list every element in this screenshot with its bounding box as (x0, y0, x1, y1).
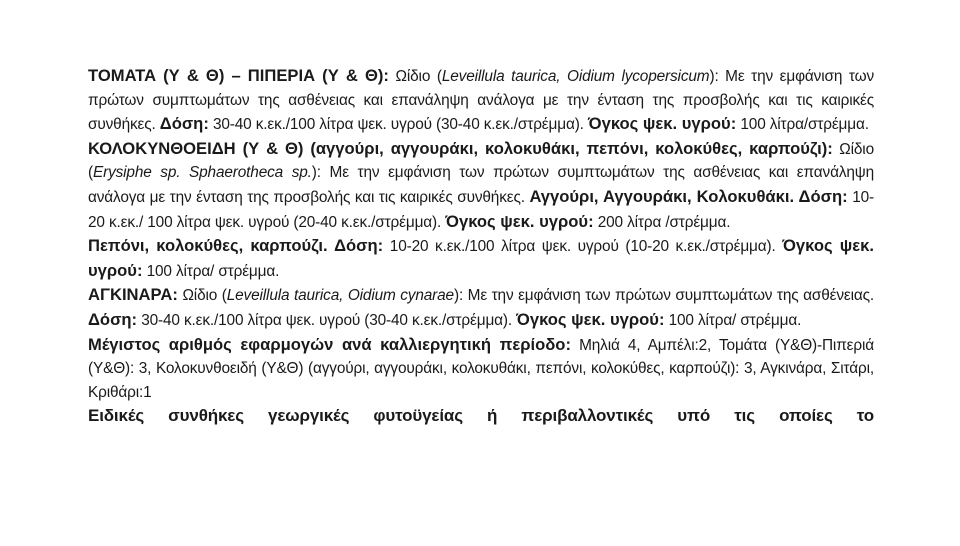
bold-run: Δόση: (159, 114, 209, 134)
text-run: 30-40 κ.εκ./100 λίτρα ψεκ. υγρού (30-40 κ.εκ./στρέμμα). (208, 116, 588, 134)
italic-run: Leveillula taurica, Oidium cynarae (226, 287, 454, 305)
bold-run: Όγκος ψεκ. υγρού: (516, 309, 665, 329)
bold-run: ΤΟΜΑΤΑ (Υ & Θ) – ΠΙΠΕΡΙΑ (Υ & Θ): (88, 66, 389, 85)
text-run: Ωίδιο ( (88, 140, 874, 182)
paragraph-max-applications (88, 333, 874, 405)
text-run: 100 λίτρα/στρέμμα. (736, 116, 869, 134)
text-run: Ωίδιο ( (388, 68, 442, 85)
bold-run: Δόση: (88, 309, 138, 329)
paragraph-tomato-pepper (88, 64, 874, 137)
text-run: ): Με την εμφάνιση των πρώτων συμπτωμάτων της ασθένειας και επανάληψη ανάλογα με την ένταση της προσβολής και τις καιρικές συνθήκες. (88, 164, 875, 206)
text-run: Μηλιά 4, Αμπέλι:2, Τομάτα (Υ&Θ)-Πιπεριά (Υ&Θ): 3, Κολοκυνθοειδή (Υ&Θ) (αγγούρι, αγγουράκι, κολοκυθάκι, πεπόνι, κολοκύθες, καρπούζι): 3, Αγκινάρα, Σιτάρι, Κριθάρι:1 (88, 336, 875, 401)
paragraph-list (88, 64, 874, 404)
paragraph-artichoke (88, 283, 874, 332)
text-run: Ωίδιο ( (177, 287, 227, 305)
bold-run: ΑΓΚΙΝΑΡΑ: (88, 285, 178, 305)
paragraph-cucurbits (88, 137, 874, 234)
text-run: 200 λίτρα /στρέμμα. (593, 213, 731, 231)
text-run: 10-20 κ.εκ./100 λίτρα ψεκ. υγρού (10-20 κ.εκ./στρέμμα). (383, 238, 783, 256)
final-heading-line: Ειδικές συνθήκες γεωργικές φυτοϋγείας ή περιβαλλοντικές υπό τις οποίες το (88, 406, 874, 426)
text-run: 100 λίτρα/ στρέμμα. (142, 262, 280, 280)
text-run: 30-40 κ.εκ./100 λίτρα ψεκ. υγρού (30-40 κ.εκ./στρέμμα). (137, 311, 517, 329)
bold-run: Πεπόνι, κολοκύθες, καρπούζι. Δόση: (88, 236, 384, 256)
text-run: 10-20 κ.εκ./ 100 λίτρα ψεκ. υγρού (20-40 κ.εκ./στρέμμα). (88, 188, 875, 231)
italic-run: Erysiphe sp. Sphaerotheca sp. (92, 164, 312, 182)
bold-run: Όγκος ψεκ. υγρού: (445, 211, 594, 231)
italic-run: Leveillula taurica, Oidium lycopersicum (441, 68, 710, 85)
bold-run: Όγκος ψεκ. υγρού: (587, 114, 737, 134)
paragraph-melon (88, 234, 874, 283)
bold-run: Μέγιστος αριθμός εφαρμογών ανά καλλιεργητική περίοδο: (88, 334, 571, 354)
document-body (88, 64, 874, 428)
text-run: ): Με την εμφάνιση των πρώτων συμπτωμάτων της ασθένειας και επανάληψη ανάλογα με την ένταση της προσβολής και τις καιρικές συνθήκες. (88, 68, 874, 134)
bold-run: ΚΟΛΟΚΥΝΘΟΕΙΔΗ (Υ & Θ) (αγγούρι, αγγουράκι, κολοκυθάκι, πεπόνι, κολοκύθες, καρπούζι): (88, 138, 833, 158)
text-run: ): Με την εμφάνιση των πρώτων συμπτωμάτων της ασθένειας. (453, 287, 875, 305)
text-run: 100 λίτρα/ στρέμμα. (664, 311, 802, 329)
bold-run: Αγγούρι, Αγγουράκι, Κολοκυθάκι. Δόση: (529, 186, 848, 206)
bold-run: Όγκος ψεκ. υγρού: (88, 236, 874, 280)
